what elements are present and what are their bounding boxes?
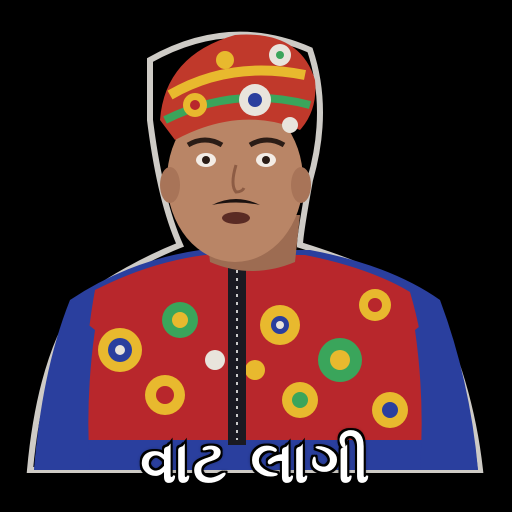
sticker-caption: વાટ લાગી: [140, 428, 372, 496]
